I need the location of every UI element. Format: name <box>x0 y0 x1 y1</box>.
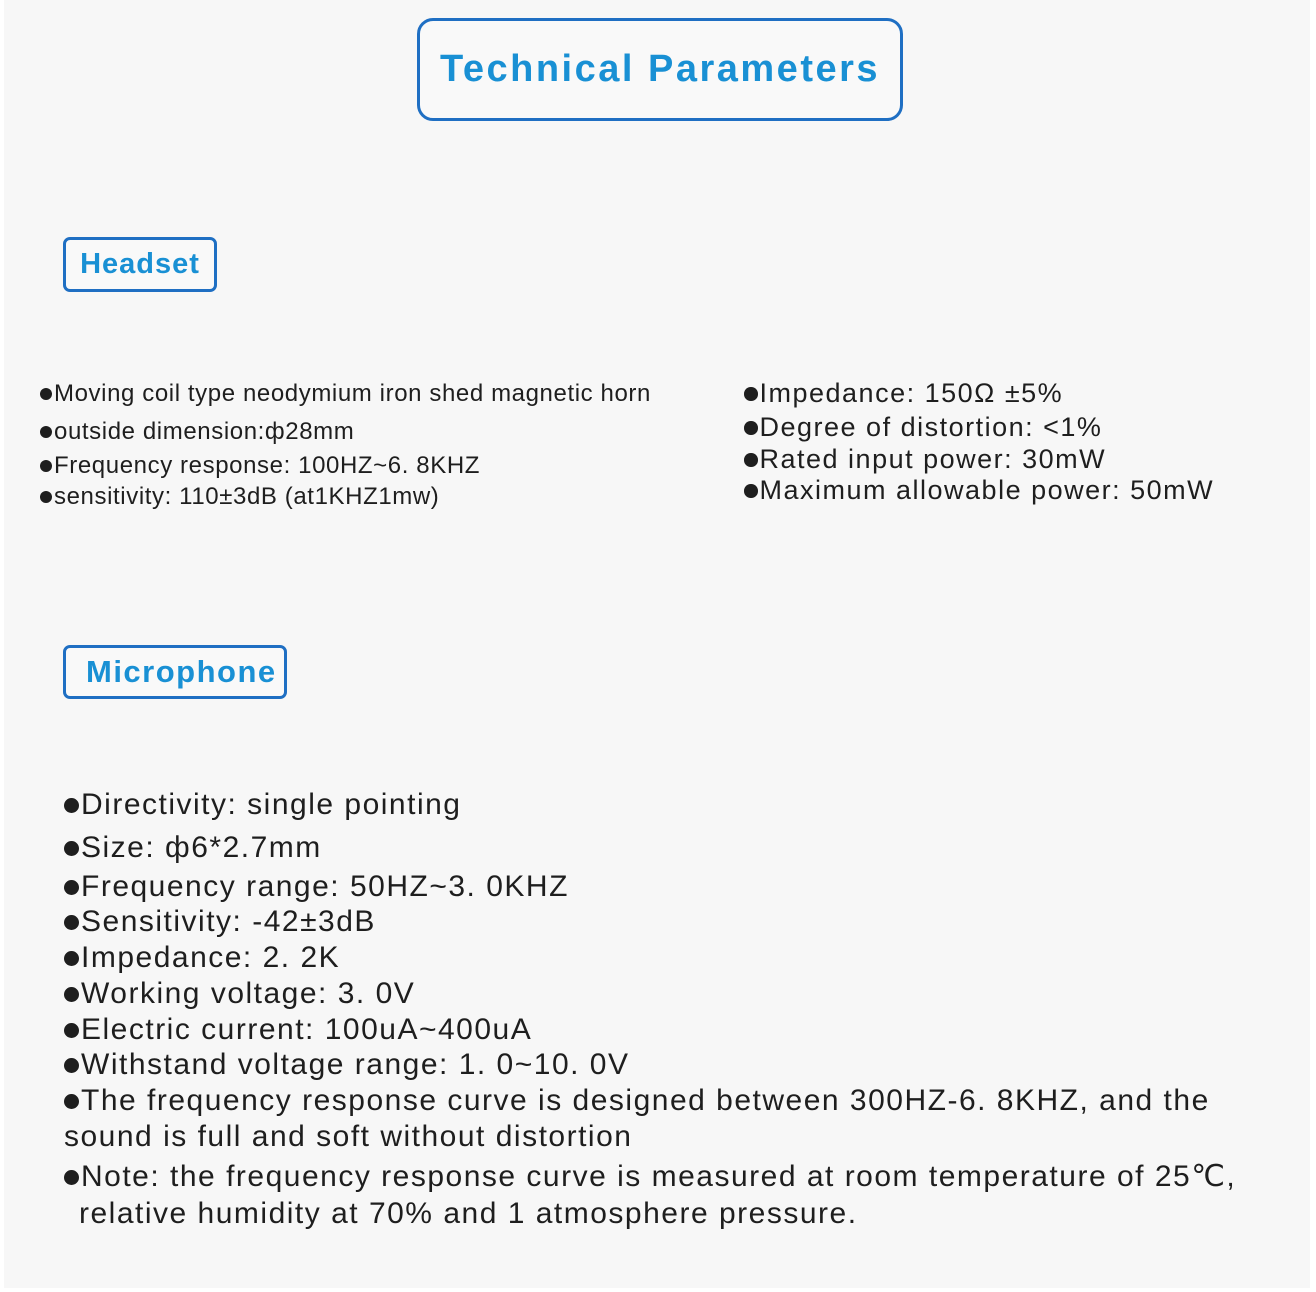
bullet-icon <box>64 880 79 895</box>
bullet-icon <box>40 491 52 503</box>
microphone-spec-item <box>64 1050 630 1080</box>
microphone-spec-text: Directivity: single pointing <box>81 788 462 821</box>
bullet-icon <box>64 915 79 930</box>
microphone-heading-frame <box>63 645 287 699</box>
bullet-icon <box>64 987 79 1002</box>
headset-heading-frame <box>63 237 217 292</box>
microphone-heading: Microphone <box>86 654 277 689</box>
page-title: Technical Parameters <box>439 48 881 90</box>
title-frame <box>417 18 903 121</box>
bullet-icon <box>40 426 52 438</box>
microphone-spec-text: Impedance: 2. 2K <box>81 941 341 974</box>
temperature-note-line2: relative humidity at 70% and 1 atmosphere pressure. <box>79 1197 858 1230</box>
frequency-note-line2: sound is full and soft without distortion <box>64 1120 633 1153</box>
microphone-spec-text: Sensitivity: -42±3dB <box>81 905 376 938</box>
bullet-icon <box>64 951 79 966</box>
headset-spec-item <box>40 420 354 444</box>
bullet-icon <box>64 798 79 813</box>
headset-spec-item <box>744 446 1106 473</box>
bullet-icon <box>744 421 758 435</box>
bullet-icon <box>64 1170 79 1185</box>
bullet-icon <box>744 484 758 498</box>
bullet-icon <box>64 1094 79 1109</box>
headset-spec-item <box>744 380 1063 407</box>
microphone-spec-text: Frequency range: 50HZ~3. 0KHZ <box>81 870 569 903</box>
bullet-icon <box>40 460 52 472</box>
bullet-icon <box>744 387 758 401</box>
bullet-icon <box>744 453 758 467</box>
microphone-spec-item <box>64 907 376 937</box>
frequency-note-item <box>64 1086 1210 1116</box>
headset-spec-text: Frequency response: 100HZ~6. 8KHZ <box>54 452 481 479</box>
microphone-spec-item <box>64 872 569 902</box>
frequency-note-line1: The frequency response curve is designed between 300HZ-6. 8KHZ, and the <box>81 1084 1210 1117</box>
headset-spec-text: Moving coil type neodymium iron shed magnetic horn <box>54 380 651 407</box>
bullet-icon <box>64 1023 79 1038</box>
headset-spec-item <box>40 485 439 509</box>
microphone-spec-item <box>64 833 322 863</box>
microphone-spec-text: Size: ф6*2.7mm <box>81 831 322 864</box>
microphone-spec-item <box>64 1015 532 1045</box>
bullet-icon <box>40 388 52 400</box>
headset-heading: Headset <box>80 248 200 280</box>
headset-spec-text: Degree of distortion: <1% <box>759 412 1103 442</box>
temperature-note-item <box>64 1162 1236 1192</box>
headset-spec-text: sensitivity: 110±3dB (at1KHZ1mw) <box>54 483 440 510</box>
headset-spec-text: Impedance: 150Ω ±5% <box>759 378 1064 408</box>
microphone-spec-item <box>64 943 340 973</box>
microphone-spec-text: Withstand voltage range: 1. 0~10. 0V <box>81 1048 630 1081</box>
headset-spec-item <box>744 414 1102 441</box>
headset-spec-text: Rated input power: 30mW <box>759 444 1107 474</box>
microphone-spec-text: Working voltage: 3. 0V <box>81 977 416 1010</box>
headset-spec-item <box>40 382 651 406</box>
microphone-spec-text: Electric current: 100uA~400uA <box>81 1013 533 1046</box>
bullet-icon <box>64 1058 79 1073</box>
headset-spec-item <box>744 477 1214 504</box>
temperature-note-line1: Note: the frequency response curve is measured at room temperature of 25℃, <box>81 1160 1237 1193</box>
bullet-icon <box>64 841 79 856</box>
microphone-spec-item <box>64 790 461 820</box>
headset-spec-item <box>40 454 480 478</box>
microphone-spec-item <box>64 979 415 1009</box>
headset-spec-text: outside dimension:ф28mm <box>54 418 355 445</box>
headset-spec-text: Maximum allowable power: 50mW <box>759 475 1215 505</box>
